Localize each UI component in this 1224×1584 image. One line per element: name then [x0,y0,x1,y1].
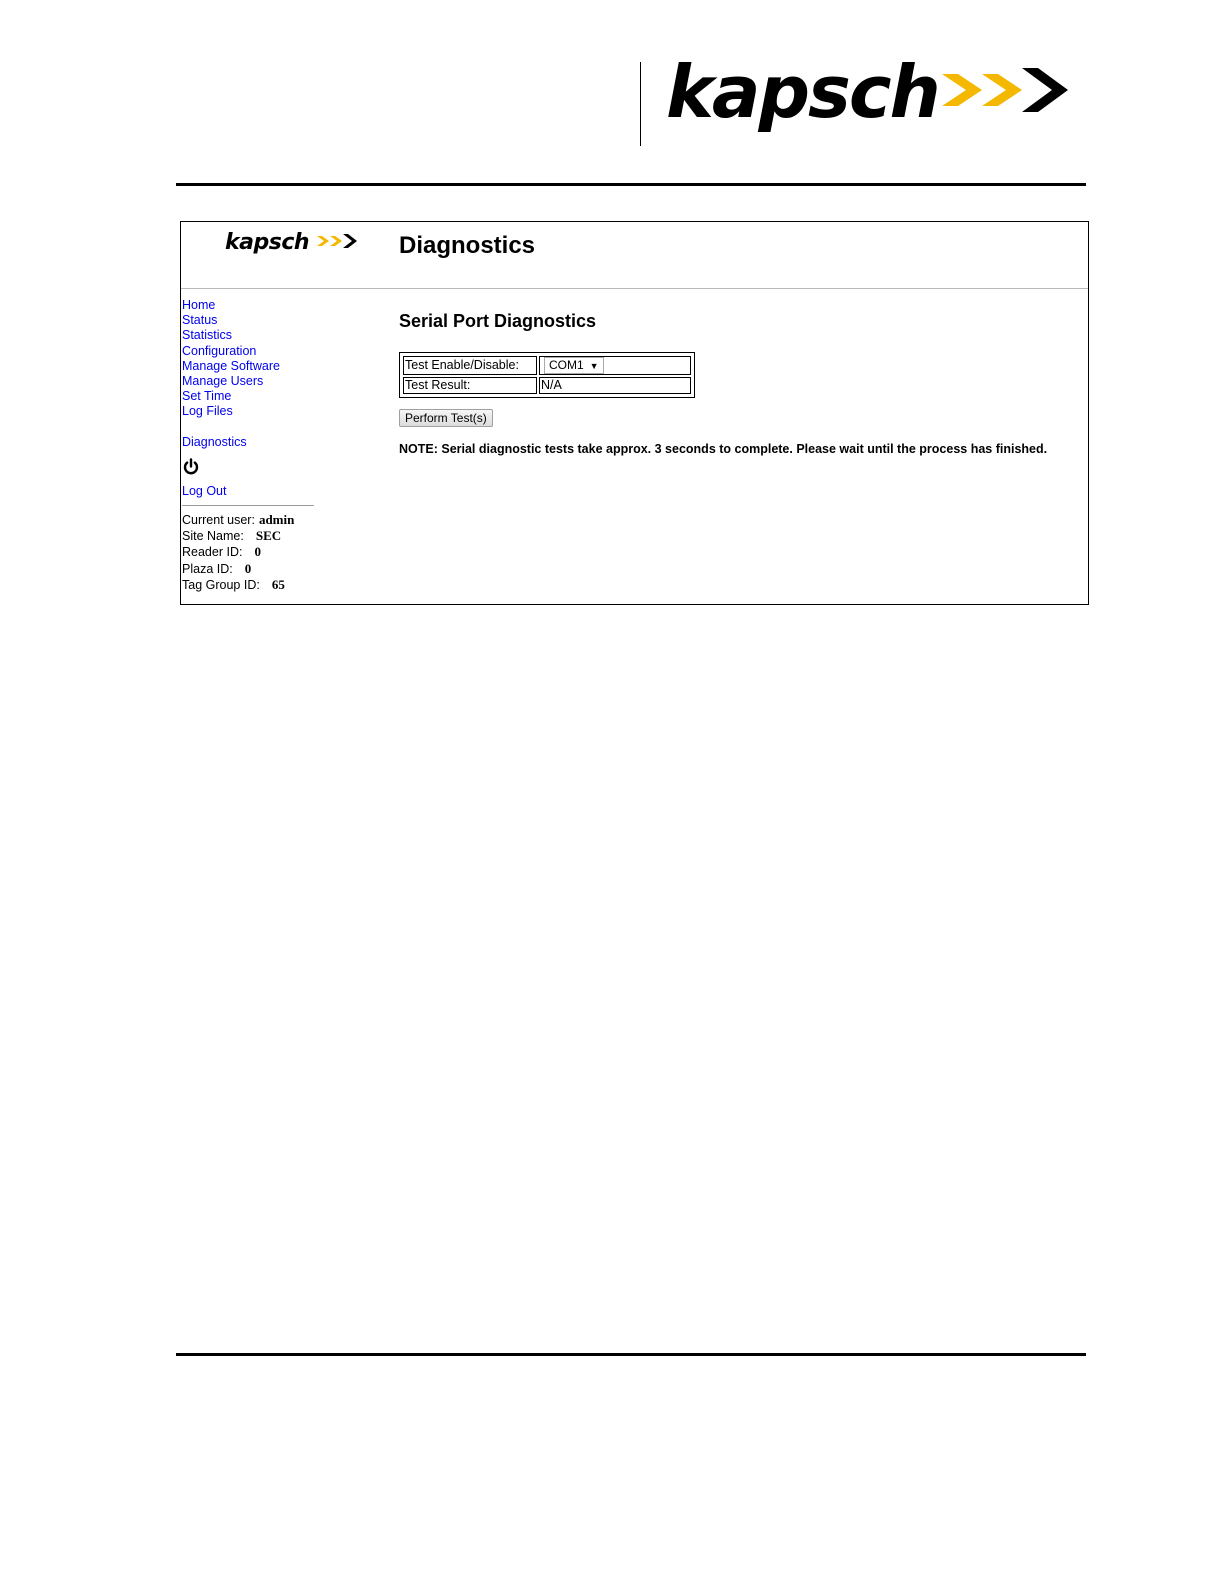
document-logo [640,50,1080,148]
site-name-label: Site Name: [182,529,244,544]
chevron-down-icon: ▼ [589,361,599,371]
document-footer-rule [176,1353,1086,1356]
kapsch-arrows-icon [317,234,357,248]
table-row [403,356,691,375]
page-title: Diagnostics [399,232,536,259]
com-port-select[interactable] [544,357,604,374]
ui-logo-text: kapsch [225,230,310,255]
sidebar-item-statistics[interactable]: Statistics [182,328,233,343]
kapsch-arrows-icon [942,68,1068,112]
logout-link[interactable]: Log Out [182,483,227,498]
sidebar [182,298,322,593]
sidebar-item-configuration[interactable]: Configuration [182,343,257,358]
com-port-selected: COM1 [549,358,584,372]
site-name-value: SEC [255,528,282,544]
plaza-id-value: 0 [244,560,252,576]
nav-spacer [182,420,322,435]
current-user-row [182,512,322,528]
sidebar-item-home[interactable]: Home [182,298,216,312]
main-content [399,311,1079,456]
reader-id-row [182,544,322,560]
session-info [182,512,322,593]
ui-header [181,222,1088,289]
test-enable-cell [539,356,691,375]
logo-divider [640,62,641,146]
diagnostics-table [399,352,695,398]
section-title: Serial Port Diagnostics [399,311,597,331]
reader-id-value: 0 [254,544,261,560]
current-user-label: Current user: [182,513,255,528]
sidebar-divider [182,505,314,506]
web-ui-frame [180,221,1089,605]
tag-group-id-row [182,577,322,593]
document-logo-text: kapsch [666,50,939,134]
plaza-id-label: Plaza ID: [182,561,233,576]
sidebar-item-diagnostics[interactable]: Diagnostics [182,434,247,449]
plaza-id-row [182,561,322,577]
sidebar-item-manage-software[interactable]: Manage Software [182,358,280,373]
perform-tests-button[interactable]: Perform Test(s) [399,409,493,427]
reader-id-label: Reader ID: [182,545,243,560]
tag-group-id-label: Tag Group ID: [182,577,260,592]
document-header-rule [176,183,1086,186]
table-row [403,377,691,394]
ui-logo [225,232,365,262]
site-name-row [182,528,322,544]
sidebar-item-set-time[interactable]: Set Time [182,389,232,404]
test-result-label: Test Result: [403,377,537,394]
test-result-value: N/A [539,377,691,394]
tag-group-id-value: 65 [271,576,285,592]
sidebar-item-manage-users[interactable]: Manage Users [182,374,264,389]
sidebar-item-log-files[interactable]: Log Files [182,404,233,419]
test-enable-label: Test Enable/Disable: [403,356,537,375]
power-icon[interactable] [182,458,200,476]
sidebar-item-status[interactable]: Status [182,313,218,328]
current-user-value: admin [258,512,295,528]
diagnostics-note: NOTE: Serial diagnostic tests take approx. 3 seconds to complete. Please wait until the process has finished. [399,442,1048,456]
